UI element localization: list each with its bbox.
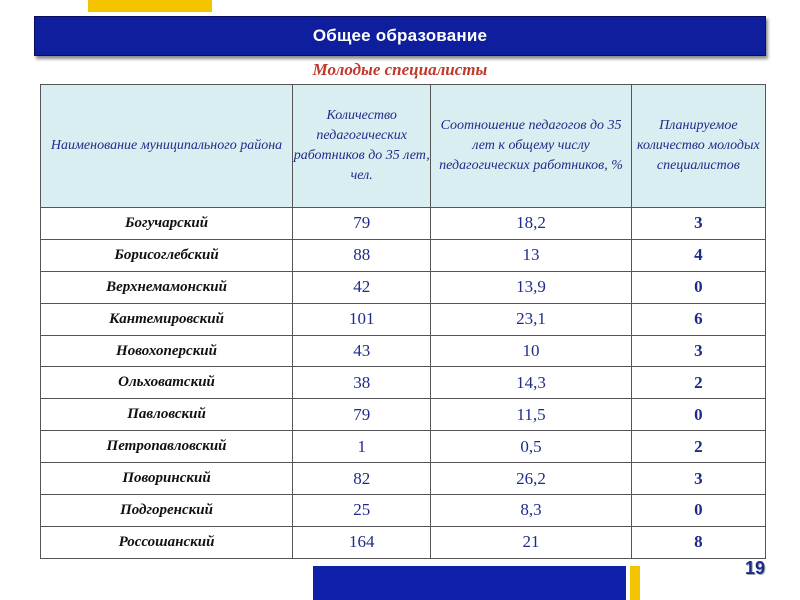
teacher-ratio: 11,5 [431, 399, 631, 431]
district-name: Ольховатский [41, 367, 293, 399]
top-accent-bar [88, 0, 212, 12]
data-table [40, 84, 766, 559]
page-number: 19 [744, 558, 766, 578]
table-row [41, 431, 766, 463]
planned-specialists: 0 [631, 495, 765, 527]
table-row [41, 335, 766, 367]
teacher-count: 79 [293, 399, 431, 431]
table-row [41, 303, 766, 335]
table-row [41, 526, 766, 558]
planned-specialists: 6 [631, 303, 765, 335]
teacher-count: 38 [293, 367, 431, 399]
district-name: Петропавловский [41, 431, 293, 463]
table-row [41, 399, 766, 431]
teacher-ratio: 13 [431, 239, 631, 271]
table-row [41, 463, 766, 495]
district-name: Подгоренский [41, 495, 293, 527]
planned-specialists: 3 [631, 335, 765, 367]
district-name: Россошанский [41, 526, 293, 558]
column-header-district: Наименование муниципального района [41, 85, 293, 208]
title-bar [34, 16, 766, 56]
planned-specialists: 3 [631, 208, 765, 240]
planned-specialists: 4 [631, 239, 765, 271]
teacher-count: 82 [293, 463, 431, 495]
bottom-decor-bar [313, 566, 626, 600]
teacher-count: 25 [293, 495, 431, 527]
table-header-row [41, 85, 766, 208]
teacher-count: 1 [293, 431, 431, 463]
teacher-ratio: 18,2 [431, 208, 631, 240]
table-row [41, 495, 766, 527]
teacher-count: 164 [293, 526, 431, 558]
planned-specialists: 8 [631, 526, 765, 558]
teacher-count: 43 [293, 335, 431, 367]
teacher-ratio: 0,5 [431, 431, 631, 463]
teacher-ratio: 13,9 [431, 271, 631, 303]
page-subtitle: Молодые специалисты [312, 60, 488, 79]
planned-specialists: 0 [631, 271, 765, 303]
table-row [41, 239, 766, 271]
bottom-accent-bar [630, 566, 640, 600]
teacher-count: 79 [293, 208, 431, 240]
table-row [41, 271, 766, 303]
district-name: Новохоперский [41, 335, 293, 367]
table-row [41, 367, 766, 399]
column-header-ratio: Соотношение педагогов до 35 лет к общему числу педагогических работников, % [431, 85, 631, 208]
column-header-planned: Планируемое количество молодых специалистов [631, 85, 765, 208]
teacher-count: 101 [293, 303, 431, 335]
district-name: Кантемировский [41, 303, 293, 335]
district-name: Борисоглебский [41, 239, 293, 271]
district-name: Павловский [41, 399, 293, 431]
table-row [41, 208, 766, 240]
planned-specialists: 3 [631, 463, 765, 495]
district-name: Поворинский [41, 463, 293, 495]
column-header-count: Количество педагогических работников до 35 лет, чел. [293, 85, 431, 208]
teacher-ratio: 14,3 [431, 367, 631, 399]
district-name: Верхнемамонский [41, 271, 293, 303]
planned-specialists: 2 [631, 367, 765, 399]
teacher-ratio: 10 [431, 335, 631, 367]
teacher-ratio: 23,1 [431, 303, 631, 335]
teacher-count: 88 [293, 239, 431, 271]
teacher-ratio: 8,3 [431, 495, 631, 527]
planned-specialists: 0 [631, 399, 765, 431]
planned-specialists: 2 [631, 431, 765, 463]
teacher-ratio: 21 [431, 526, 631, 558]
teacher-count: 42 [293, 271, 431, 303]
district-name: Богучарский [41, 208, 293, 240]
page-title: Общее образование [312, 26, 488, 45]
teacher-ratio: 26,2 [431, 463, 631, 495]
